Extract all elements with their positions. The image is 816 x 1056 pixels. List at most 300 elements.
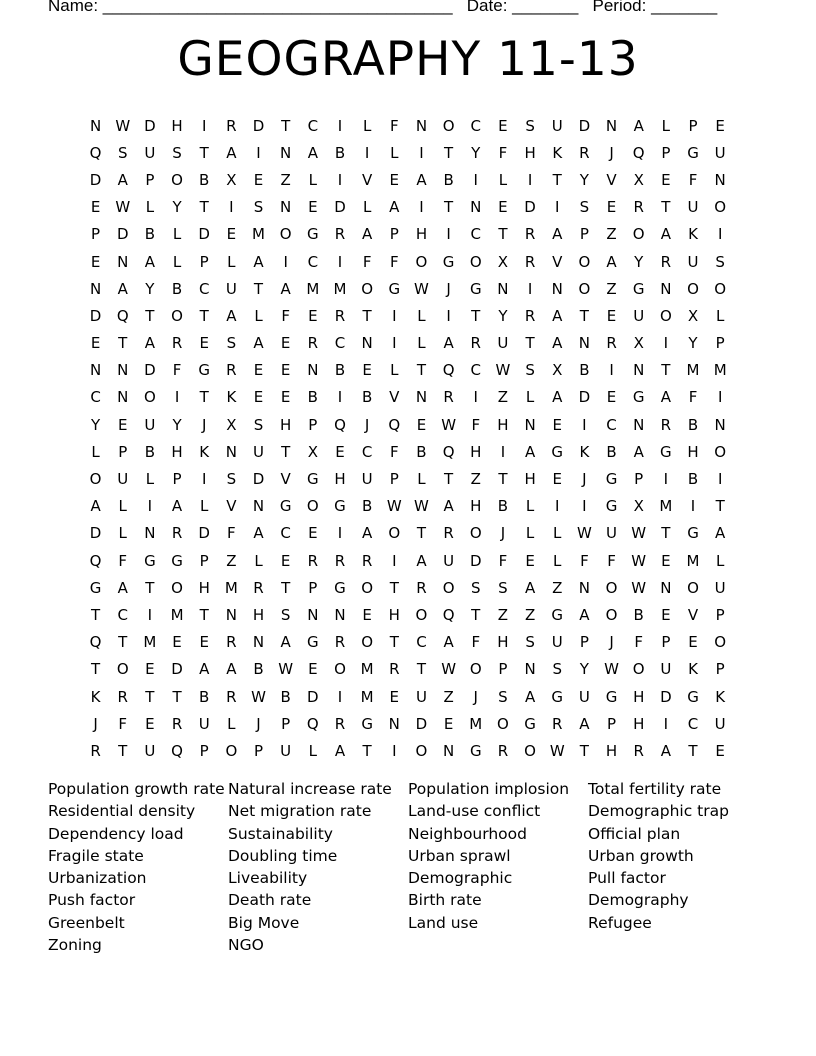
grid-letter[interactable]: A	[443, 633, 454, 652]
grid-letter[interactable]: N	[252, 633, 265, 652]
grid-letter[interactable]: T	[199, 143, 209, 162]
grid-letter[interactable]: X	[633, 497, 644, 516]
grid-letter[interactable]: R	[226, 687, 237, 706]
grid-letter[interactable]: O	[388, 524, 401, 543]
grid-letter[interactable]: E	[145, 660, 155, 679]
grid-letter[interactable]: E	[280, 388, 291, 407]
grid-letter[interactable]: B	[579, 361, 590, 380]
grid-letter[interactable]: I	[500, 442, 506, 461]
grid-letter[interactable]: I	[229, 198, 234, 217]
grid-letter[interactable]: J	[500, 524, 506, 543]
grid-letter[interactable]: T	[389, 633, 399, 652]
grid-letter[interactable]: J	[256, 714, 261, 733]
grid-letter[interactable]: E	[199, 334, 209, 353]
grid-letter[interactable]: A	[117, 170, 128, 189]
grid-letter[interactable]: Q	[388, 415, 401, 434]
grid-letter[interactable]: F	[389, 442, 399, 461]
grid-letter[interactable]: P	[498, 660, 508, 679]
grid-letter[interactable]: T	[416, 361, 427, 380]
grid-letter[interactable]: F	[580, 551, 589, 570]
grid-letter[interactable]: N	[633, 361, 645, 380]
grid-letter[interactable]: O	[116, 660, 129, 679]
grid-letter[interactable]: A	[117, 279, 128, 298]
grid-letter[interactable]: E	[661, 170, 671, 189]
grid-letter[interactable]: I	[201, 470, 207, 489]
grid-letter[interactable]: X	[552, 361, 563, 380]
grid-letter[interactable]: E	[443, 714, 454, 733]
grid-letter[interactable]: U	[497, 334, 509, 353]
grid-letter[interactable]: R	[334, 306, 346, 325]
grid-letter[interactable]: L	[362, 116, 372, 135]
grid-letter[interactable]: B	[280, 687, 291, 706]
grid-letter[interactable]: E	[335, 442, 345, 461]
grid-letter[interactable]: T	[281, 578, 291, 597]
grid-letter[interactable]: T	[145, 687, 155, 706]
grid-letter[interactable]: U	[714, 714, 726, 733]
grid-letter[interactable]: U	[361, 470, 373, 489]
grid-letter[interactable]: H	[171, 116, 183, 135]
grid-letter[interactable]: P	[607, 714, 617, 733]
grid-letter[interactable]: F	[498, 143, 508, 162]
grid-letter[interactable]: E	[389, 170, 400, 189]
grid-letter[interactable]: Z	[497, 605, 509, 624]
grid-letter[interactable]: E	[308, 306, 318, 325]
grid-letter[interactable]: I	[392, 306, 397, 325]
grid-letter[interactable]: E	[280, 551, 291, 570]
grid-letter[interactable]: O	[578, 279, 591, 298]
grid-letter[interactable]: D	[89, 306, 102, 325]
grid-letter[interactable]: Y	[145, 279, 155, 298]
grid-letter[interactable]: I	[201, 116, 207, 135]
grid-letter[interactable]: W	[115, 116, 131, 135]
grid-letter[interactable]: E	[117, 415, 128, 434]
grid-letter[interactable]: O	[497, 714, 509, 733]
grid-letter[interactable]: H	[633, 687, 645, 706]
grid-letter[interactable]: N	[307, 605, 319, 624]
grid-letter[interactable]: L	[525, 388, 535, 407]
grid-letter[interactable]: G	[632, 388, 645, 407]
grid-letter[interactable]: Q	[89, 143, 102, 162]
grid-letter[interactable]: T	[362, 306, 372, 325]
grid-letter[interactable]: I	[473, 170, 478, 189]
grid-letter[interactable]: A	[253, 334, 264, 353]
grid-letter[interactable]: M	[686, 551, 700, 570]
grid-letter[interactable]: R	[361, 551, 373, 570]
grid-letter[interactable]: N	[415, 116, 428, 135]
grid-letter[interactable]: L	[254, 306, 263, 325]
grid-letter[interactable]: I	[555, 497, 560, 516]
grid-letter[interactable]: U	[687, 252, 699, 271]
grid-letter[interactable]: N	[280, 198, 292, 217]
grid-letter[interactable]: G	[687, 143, 699, 162]
grid-letter[interactable]: T	[416, 660, 427, 679]
grid-letter[interactable]: A	[253, 252, 264, 271]
grid-letter[interactable]: B	[199, 170, 210, 189]
grid-letter[interactable]: T	[416, 524, 427, 543]
grid-letter[interactable]: O	[469, 252, 482, 271]
grid-letter[interactable]: M	[686, 361, 700, 380]
grid-letter[interactable]: E	[253, 361, 264, 380]
grid-letter[interactable]: A	[253, 524, 264, 543]
grid-letter[interactable]: A	[307, 143, 318, 162]
grid-letter[interactable]: R	[552, 714, 563, 733]
grid-letter[interactable]: G	[605, 497, 618, 516]
grid-letter[interactable]: C	[470, 116, 481, 135]
grid-letter[interactable]: E	[389, 687, 400, 706]
grid-letter[interactable]: O	[171, 170, 183, 189]
grid-letter[interactable]: N	[388, 714, 400, 733]
grid-letter[interactable]: Y	[471, 143, 481, 162]
grid-letter[interactable]: T	[471, 306, 481, 325]
grid-letter[interactable]: V	[362, 170, 373, 189]
grid-letter[interactable]: L	[227, 252, 236, 271]
grid-letter[interactable]: F	[281, 306, 290, 325]
grid-letter[interactable]: U	[144, 741, 156, 760]
grid-letter[interactable]: P	[579, 225, 589, 244]
grid-letter[interactable]: A	[334, 741, 346, 760]
grid-letter[interactable]: D	[116, 225, 129, 244]
grid-letter[interactable]: E	[253, 170, 264, 189]
grid-letter[interactable]: A	[660, 388, 671, 407]
grid-letter[interactable]: W	[115, 198, 131, 217]
grid-letter[interactable]: I	[663, 714, 669, 733]
grid-letter[interactable]: I	[283, 252, 288, 271]
grid-letter[interactable]: R	[253, 578, 264, 597]
grid-letter[interactable]: G	[605, 470, 618, 489]
grid-letter[interactable]: B	[144, 225, 156, 244]
grid-letter[interactable]: P	[172, 470, 182, 489]
grid-letter[interactable]: I	[419, 198, 424, 217]
grid-letter[interactable]: T	[199, 605, 209, 624]
grid-letter[interactable]: E	[172, 633, 182, 652]
grid-letter[interactable]: N	[551, 279, 563, 298]
grid-letter[interactable]: P	[145, 170, 155, 189]
grid-letter[interactable]: Y	[172, 415, 182, 434]
grid-letter[interactable]: Z	[524, 605, 536, 624]
grid-letter[interactable]: D	[198, 225, 210, 244]
grid-letter[interactable]: C	[470, 361, 481, 380]
grid-letter[interactable]: E	[498, 198, 508, 217]
grid-letter[interactable]: T	[525, 334, 535, 353]
grid-letter[interactable]: N	[89, 361, 102, 380]
grid-letter[interactable]: W	[631, 551, 647, 570]
grid-letter[interactable]: I	[663, 334, 669, 353]
grid-letter[interactable]: G	[144, 551, 156, 570]
grid-letter[interactable]: R	[633, 198, 644, 217]
grid-letter[interactable]: F	[227, 524, 236, 543]
grid-letter[interactable]: U	[578, 687, 590, 706]
grid-letter[interactable]: E	[606, 306, 617, 325]
grid-letter[interactable]: C	[307, 116, 319, 135]
grid-letter[interactable]: W	[604, 660, 619, 679]
grid-letter[interactable]: T	[90, 605, 101, 624]
grid-letter[interactable]: W	[576, 524, 592, 543]
grid-letter[interactable]: L	[661, 116, 671, 135]
grid-letter[interactable]: D	[252, 116, 265, 135]
grid-letter[interactable]: N	[415, 388, 428, 407]
grid-letter[interactable]: I	[337, 524, 343, 543]
grid-letter[interactable]: H	[497, 415, 509, 434]
grid-letter[interactable]: O	[605, 578, 618, 597]
grid-letter[interactable]: A	[633, 442, 644, 461]
grid-letter[interactable]: R	[524, 252, 536, 271]
grid-letter[interactable]: S	[226, 470, 237, 489]
grid-letter[interactable]: N	[225, 442, 237, 461]
grid-letter[interactable]: D	[578, 388, 591, 407]
grid-letter[interactable]: A	[226, 660, 237, 679]
grid-letter[interactable]: G	[334, 497, 346, 516]
grid-letter[interactable]: C	[334, 334, 346, 353]
grid-letter[interactable]: V	[389, 388, 400, 407]
grid-letter[interactable]: V	[687, 605, 699, 624]
grid-letter[interactable]: P	[281, 714, 291, 733]
grid-letter[interactable]: R	[334, 633, 346, 652]
grid-letter[interactable]: E	[90, 252, 101, 271]
grid-letter[interactable]: Z	[470, 470, 481, 489]
grid-letter[interactable]: H	[334, 470, 346, 489]
grid-letter[interactable]: A	[660, 741, 671, 760]
grid-letter[interactable]: T	[688, 741, 698, 760]
grid-letter[interactable]: A	[443, 497, 454, 516]
grid-letter[interactable]: O	[659, 306, 672, 325]
grid-letter[interactable]: Z	[443, 687, 454, 706]
grid-letter[interactable]: D	[144, 116, 156, 135]
grid-letter[interactable]: A	[362, 524, 373, 543]
grid-letter[interactable]: N	[144, 524, 156, 543]
grid-letter[interactable]: L	[417, 306, 426, 325]
grid-letter[interactable]: E	[280, 361, 291, 380]
grid-letter[interactable]: H	[524, 470, 536, 489]
grid-letter[interactable]: S	[525, 633, 535, 652]
grid-letter[interactable]: E	[661, 551, 671, 570]
grid-letter[interactable]: F	[471, 633, 481, 652]
grid-letter[interactable]: U	[714, 578, 726, 597]
grid-letter[interactable]: A	[633, 116, 644, 135]
grid-letter[interactable]: R	[307, 334, 319, 353]
grid-letter[interactable]: N	[117, 252, 129, 271]
grid-letter[interactable]: F	[362, 252, 372, 271]
grid-letter[interactable]: W	[414, 279, 429, 298]
grid-letter[interactable]: I	[582, 415, 587, 434]
grid-letter[interactable]: Y	[634, 252, 644, 271]
grid-letter[interactable]: L	[715, 551, 725, 570]
grid-letter[interactable]: D	[524, 198, 536, 217]
grid-letter[interactable]: T	[552, 170, 562, 189]
grid-letter[interactable]: T	[661, 524, 671, 543]
grid-letter[interactable]: E	[253, 388, 264, 407]
grid-letter[interactable]: A	[280, 633, 291, 652]
grid-letter[interactable]: O	[361, 633, 374, 652]
grid-letter[interactable]: L	[200, 497, 209, 516]
grid-letter[interactable]: E	[362, 361, 372, 380]
grid-letter[interactable]: W	[549, 741, 565, 760]
grid-letter[interactable]: E	[145, 714, 155, 733]
grid-letter[interactable]: K	[90, 687, 101, 706]
grid-letter[interactable]: P	[308, 415, 318, 434]
grid-letter[interactable]: I	[609, 361, 614, 380]
grid-letter[interactable]: A	[226, 143, 237, 162]
grid-letter[interactable]: A	[715, 524, 726, 543]
grid-letter[interactable]: L	[227, 714, 236, 733]
grid-letter[interactable]: B	[687, 415, 699, 434]
grid-letter[interactable]: F	[688, 388, 698, 407]
grid-letter[interactable]: B	[171, 279, 183, 298]
grid-letter[interactable]: P	[389, 470, 399, 489]
grid-letter[interactable]: H	[497, 633, 509, 652]
grid-letter[interactable]: T	[145, 306, 155, 325]
grid-letter[interactable]: B	[633, 605, 644, 624]
grid-letter[interactable]: Q	[442, 605, 455, 624]
grid-letter[interactable]: X	[226, 415, 237, 434]
grid-letter[interactable]: T	[471, 605, 481, 624]
grid-letter[interactable]: C	[416, 633, 427, 652]
grid-letter[interactable]: T	[444, 470, 454, 489]
grid-letter[interactable]: L	[254, 551, 263, 570]
grid-letter[interactable]: F	[471, 415, 481, 434]
grid-letter[interactable]: N	[117, 361, 129, 380]
grid-letter[interactable]: R	[334, 714, 346, 733]
grid-letter[interactable]: P	[688, 116, 698, 135]
grid-letter[interactable]: J	[609, 143, 614, 162]
grid-letter[interactable]: O	[632, 225, 645, 244]
grid-letter[interactable]: N	[578, 334, 590, 353]
grid-letter[interactable]: B	[361, 388, 373, 407]
grid-letter[interactable]: U	[443, 551, 455, 570]
grid-letter[interactable]: F	[498, 551, 508, 570]
grid-letter[interactable]: D	[334, 198, 346, 217]
grid-letter[interactable]: F	[172, 361, 182, 380]
grid-letter[interactable]: B	[416, 442, 427, 461]
grid-letter[interactable]: O	[225, 741, 238, 760]
grid-letter[interactable]: I	[392, 334, 397, 353]
grid-letter[interactable]: Z	[280, 170, 291, 189]
grid-letter[interactable]: Y	[90, 415, 101, 434]
grid-letter[interactable]: O	[469, 524, 482, 543]
grid-letter[interactable]: R	[226, 361, 237, 380]
grid-letter[interactable]: E	[661, 605, 671, 624]
grid-letter[interactable]: R	[660, 252, 672, 271]
grid-letter[interactable]: U	[415, 687, 427, 706]
grid-letter[interactable]: E	[90, 334, 101, 353]
grid-letter[interactable]: G	[307, 633, 319, 652]
grid-letter[interactable]: D	[89, 170, 102, 189]
grid-letter[interactable]: D	[252, 470, 265, 489]
grid-letter[interactable]: R	[171, 714, 183, 733]
grid-letter[interactable]: G	[469, 279, 482, 298]
grid-letter[interactable]: A	[606, 252, 617, 271]
grid-letter[interactable]: V	[226, 497, 237, 516]
grid-letter[interactable]: N	[307, 361, 319, 380]
grid-letter[interactable]: G	[388, 279, 401, 298]
grid-letter[interactable]: C	[198, 279, 210, 298]
grid-letter[interactable]: L	[525, 497, 535, 516]
grid-letter[interactable]: A	[416, 551, 427, 570]
grid-letter[interactable]: O	[687, 578, 699, 597]
grid-letter[interactable]: T	[281, 442, 291, 461]
grid-letter[interactable]: P	[91, 225, 101, 244]
grid-letter[interactable]: S	[715, 252, 725, 271]
grid-letter[interactable]: T	[444, 143, 454, 162]
grid-letter[interactable]: G	[551, 605, 564, 624]
grid-letter[interactable]: G	[279, 497, 292, 516]
grid-letter[interactable]: P	[253, 741, 264, 760]
grid-letter[interactable]: T	[715, 497, 725, 516]
grid-letter[interactable]: J	[364, 415, 370, 434]
grid-letter[interactable]: T	[389, 578, 399, 597]
grid-letter[interactable]: T	[253, 279, 264, 298]
grid-letter[interactable]: L	[308, 170, 317, 189]
grid-letter[interactable]: H	[470, 442, 482, 461]
grid-letter[interactable]: R	[171, 334, 183, 353]
grid-letter[interactable]: S	[117, 143, 128, 162]
grid-letter[interactable]: S	[226, 334, 237, 353]
grid-letter[interactable]: R	[226, 633, 237, 652]
grid-letter[interactable]: P	[715, 605, 725, 624]
grid-letter[interactable]: A	[144, 334, 156, 353]
grid-letter[interactable]: T	[172, 687, 182, 706]
grid-letter[interactable]: B	[687, 470, 699, 489]
grid-letter[interactable]: N	[252, 497, 265, 516]
grid-letter[interactable]: O	[415, 741, 428, 760]
grid-letter[interactable]: T	[199, 306, 209, 325]
grid-letter[interactable]: T	[661, 198, 671, 217]
grid-letter[interactable]: S	[552, 660, 562, 679]
grid-letter[interactable]: F	[389, 116, 399, 135]
grid-letter[interactable]: Y	[498, 306, 508, 325]
grid-letter[interactable]: D	[144, 361, 156, 380]
grid-letter[interactable]: R	[117, 687, 128, 706]
grid-letter[interactable]: E	[90, 198, 101, 217]
grid-letter[interactable]: Q	[116, 306, 129, 325]
grid-letter[interactable]: E	[606, 388, 617, 407]
grid-letter[interactable]: J	[93, 714, 98, 733]
grid-letter[interactable]: O	[361, 578, 374, 597]
grid-letter[interactable]: M	[333, 279, 347, 298]
grid-letter[interactable]: I	[392, 741, 397, 760]
grid-letter[interactable]: S	[253, 198, 264, 217]
grid-letter[interactable]: I	[717, 225, 723, 244]
grid-letter[interactable]: S	[498, 578, 508, 597]
grid-letter[interactable]: A	[199, 660, 210, 679]
grid-letter[interactable]: I	[663, 470, 669, 489]
grid-letter[interactable]: L	[498, 170, 508, 189]
grid-letter[interactable]: U	[280, 741, 292, 760]
grid-letter[interactable]: W	[251, 687, 266, 706]
grid-letter[interactable]: R	[470, 334, 481, 353]
grid-letter[interactable]: A	[524, 442, 536, 461]
grid-letter[interactable]: S	[172, 143, 182, 162]
grid-letter[interactable]: O	[442, 578, 455, 597]
grid-letter[interactable]: A	[389, 198, 400, 217]
grid-letter[interactable]: Q	[89, 633, 102, 652]
grid-letter[interactable]: R	[524, 306, 536, 325]
grid-letter[interactable]: H	[470, 497, 482, 516]
grid-letter[interactable]: A	[226, 306, 237, 325]
grid-letter[interactable]: R	[606, 334, 617, 353]
grid-letter[interactable]: Z	[497, 388, 509, 407]
grid-letter[interactable]: P	[199, 551, 209, 570]
grid-letter[interactable]: B	[144, 442, 156, 461]
grid-letter[interactable]: P	[661, 633, 671, 652]
grid-letter[interactable]: E	[606, 198, 617, 217]
grid-letter[interactable]: J	[446, 279, 451, 298]
grid-letter[interactable]: K	[199, 442, 210, 461]
grid-letter[interactable]: W	[386, 497, 402, 516]
grid-letter[interactable]: B	[199, 687, 210, 706]
grid-letter[interactable]: U	[606, 524, 618, 543]
grid-letter[interactable]: G	[687, 687, 699, 706]
grid-letter[interactable]: L	[172, 225, 182, 244]
